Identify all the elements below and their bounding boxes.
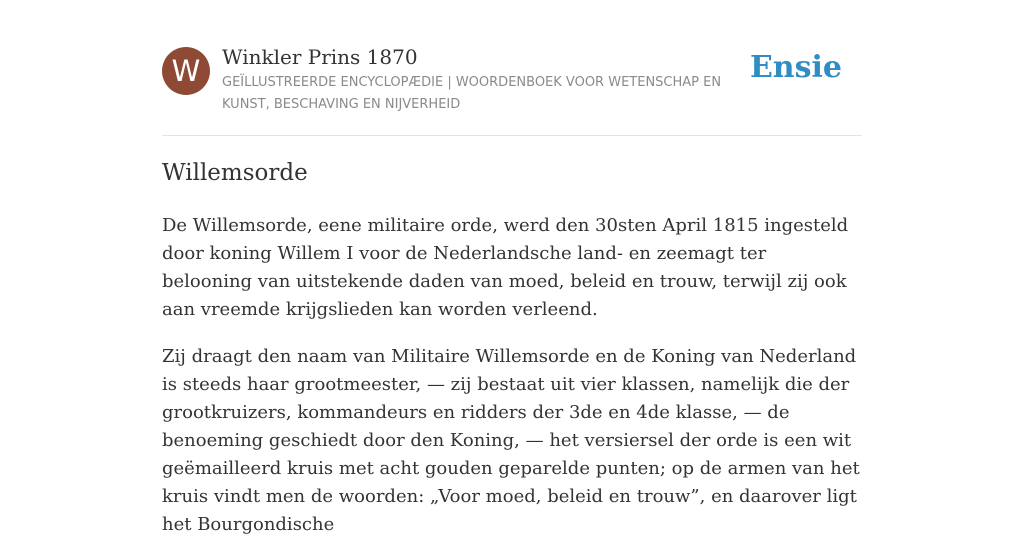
source-title[interactable]: Winkler Prins 1870 bbox=[222, 45, 418, 69]
article-paragraph: De Willemsorde, eene militaire orde, werd den 30sten April 1815 ingesteld door koning Willem I voor de Nederlandsche land- en zeemagt ter belooning van uitstekende daden van moed, beleid en trouw, terwijl zij ook aan vreemde krijgslieden kan worden verleend. bbox=[162, 215, 849, 320]
article-body bbox=[162, 212, 862, 558]
page-container bbox=[162, 0, 862, 535]
article-paragraph: Zij draagt den naam van Militaire Willemsorde en de Koning van Nederland is steeds haar grootmeester, — zij bestaat uit vier klassen, namelijk die der grootkruizers, kommandeurs en ridders der 3de en 4de klasse, — de benoeming geschiedt door den Koning, — het versiersel der orde is een wit geëmailleerd kruis met acht gouden geparelde punten; op de armen van het kruis vindt men de woorden: „Voor moed, beleid en trouw”, en daarover ligt het Bourgondische bbox=[162, 346, 860, 535]
ensie-logo-link[interactable]: Ensie bbox=[749, 50, 842, 85]
article-title: Willemsorde bbox=[162, 160, 308, 186]
source-subtitle: GEÏLLUSTREERDE ENCYCLOPÆDIE | WOORDENBOEK VOOR WETENSCHAP EN KUNST, BESCHAVING EN NIJVERHEID bbox=[222, 75, 722, 112]
source-header bbox=[162, 0, 862, 136]
source-avatar[interactable]: W bbox=[162, 47, 210, 95]
